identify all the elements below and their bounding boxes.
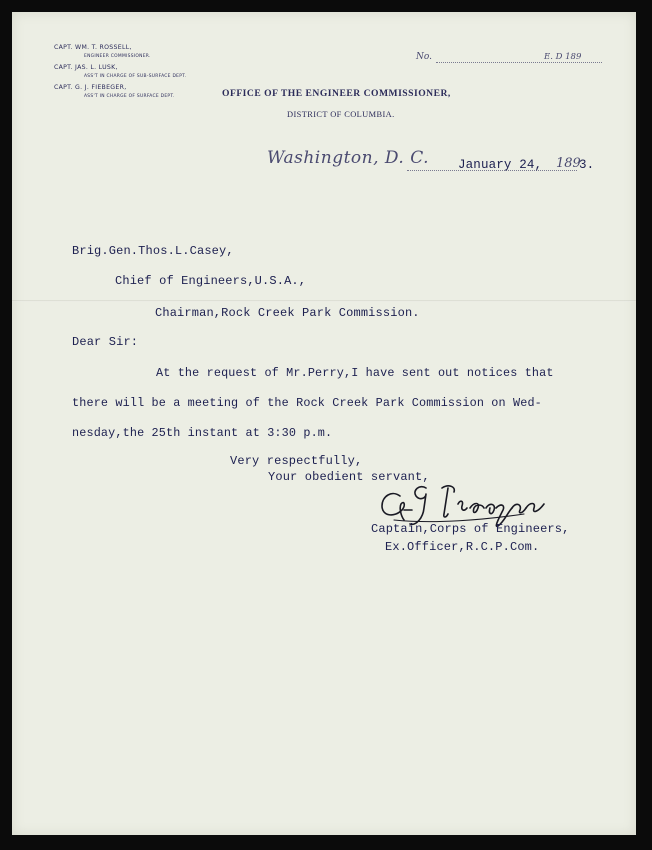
closing-line-2: Your obedient servant, [268, 470, 430, 484]
staff-role-1: ENGINEER COMMISSIONER. [84, 54, 151, 59]
body-line-2: there will be a meeting of the Rock Creek Park Commission on Wed- [72, 396, 542, 410]
body-line-1: At the request of Mr.Perry,I have sent out notices that [156, 366, 554, 380]
staff-name-3: CAPT. G. J. FIEBEGER, [54, 84, 127, 91]
staff-role-3: ASS'T IN CHARGE OF SURFACE DEPT. [84, 94, 175, 99]
dateline-date: January 24, [458, 158, 543, 172]
dateline-year-prefix: 189 [556, 156, 581, 171]
addressee-line-1: Brig.Gen.Thos.L.Casey, [72, 244, 234, 258]
paper-fold [12, 300, 636, 302]
office-heading: OFFICE OF THE ENGINEER COMMISSIONER, [222, 88, 451, 99]
district-heading: DISTRICT OF COLUMBIA. [287, 110, 395, 119]
file-no-label: No. [416, 52, 432, 62]
salutation: Dear Sir: [72, 335, 139, 349]
staff-name-2: CAPT. JAS. L. LUSK, [54, 64, 118, 71]
addressee-line-2: Chief of Engineers,U.S.A., [115, 274, 307, 288]
staff-role-2: ASS'T IN CHARGE OF SUB-SURFACE DEPT. [84, 74, 187, 79]
body-line-3: nesday,the 25th instant at 3:30 p.m. [72, 426, 333, 440]
file-no-rule [436, 62, 602, 63]
dateline-place: Washington, D. C. [267, 148, 430, 168]
letter-page [12, 12, 636, 835]
addressee-line-3: Chairman,Rock Creek Park Commission. [155, 306, 420, 320]
dateline-year-suffix: 3. [579, 158, 595, 172]
signature-title-1: Captain,Corps of Engineers, [371, 522, 570, 536]
closing-line-1: Very respectfully, [230, 454, 363, 468]
staff-name-1: CAPT. WM. T. ROSSELL, [54, 44, 132, 51]
file-reference: E. D 189 [544, 52, 582, 62]
signature-title-2: Ex.Officer,R.C.P.Com. [385, 540, 540, 554]
